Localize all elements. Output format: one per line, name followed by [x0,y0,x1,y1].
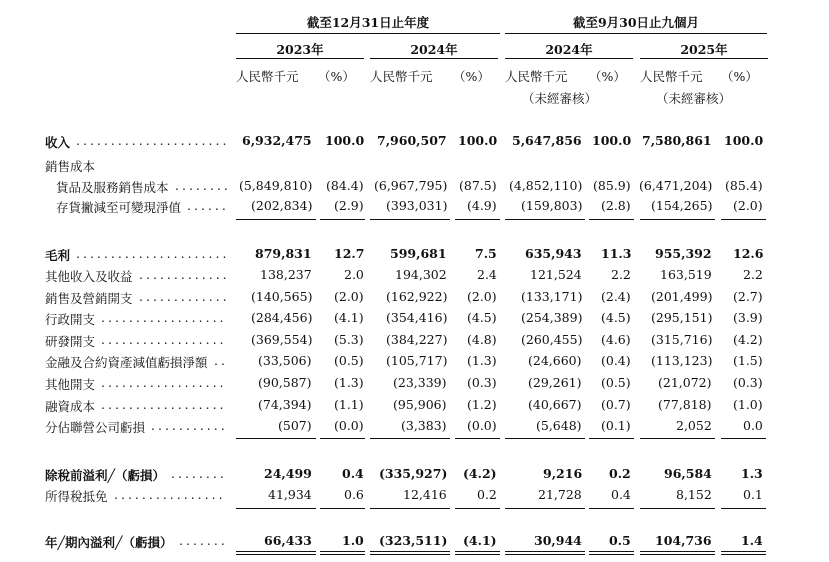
total-double-rule [640,551,715,552]
cell-value: 0.1 [743,487,763,502]
row-label: 融資成本 [45,399,96,414]
cell-value: (0.5) [334,353,364,368]
cell-value: (5,849,810) [239,178,313,193]
cell-value: (2.0) [334,289,364,304]
cell-value: (24,660) [528,353,582,368]
cell-value: 0.0 [743,418,763,433]
cell-value: (4.1) [334,310,364,325]
leader-dots: ............. [139,289,230,304]
total-double-rule [370,551,450,552]
subtotal-rule [455,438,500,439]
cell-value: (0.5) [601,375,631,390]
unit-header: 人民幣千元 [505,69,568,84]
unit-header: 人民幣千元 [236,69,299,84]
cell-value: 599,681 [390,246,447,261]
cell-value: (29,261) [528,375,582,390]
cell-value: 194,302 [395,267,447,282]
subtotal-rule [455,508,500,509]
cell-value: (21,072) [658,375,712,390]
subtotal-rule [505,508,585,509]
total-double-rule [505,554,585,555]
subtotal-rule [505,219,585,220]
cell-value: 7,960,507 [377,133,447,148]
subtotal-rule [370,219,450,220]
cell-value: 6,932,475 [242,133,312,148]
total-double-rule [505,551,585,552]
total-double-rule [721,551,766,552]
cell-value: (2.9) [334,198,364,213]
cell-value: (335,927) [379,466,448,481]
unit-header: 人民幣千元 [370,69,433,84]
total-double-rule [320,554,365,555]
leader-dots: ................ [114,487,226,502]
cell-value: (1.1) [334,397,364,412]
year-rule [370,58,498,59]
cell-value: (133,171) [521,289,583,304]
cell-value: (4.5) [601,310,631,325]
leader-dots: ........ [171,466,227,481]
row-label: 收入 [45,135,71,150]
cell-value: (0.7) [601,397,631,412]
cell-value: (140,565) [251,289,313,304]
cell-value: (40,667) [528,397,582,412]
cell-value: (507) [278,418,312,433]
cell-value: (260,455) [521,332,583,347]
cell-value: 0.4 [342,466,364,481]
cell-value: 1.4 [741,533,763,548]
group-header-years: 截至12月31日止年度 [306,15,430,30]
leader-dots: ............. [139,267,230,282]
cell-value: (0.1) [601,418,631,433]
cell-value: 96,584 [664,466,712,481]
cell-value: 2.2 [611,267,631,282]
leader-dots: .................. [101,332,227,347]
leader-dots: .. [214,353,228,368]
cell-value: 100.0 [325,133,365,148]
cell-value: 879,831 [255,246,312,261]
cell-value: (4,852,110) [509,178,583,193]
cell-value: 7,580,861 [642,133,712,148]
cell-value: 12.7 [334,246,365,261]
cell-value: 0.5 [609,533,631,548]
cell-value: 1.3 [741,466,763,481]
row-label: 存貨撇減至可變現淨值 [56,200,182,215]
subtotal-rule [505,438,585,439]
cell-value: (90,587) [258,375,312,390]
cell-value: (4.5) [467,310,497,325]
total-double-rule [455,554,500,555]
leader-dots: .................. [101,397,227,412]
total-double-rule [589,551,634,552]
row-label: 研發開支 [45,334,96,349]
total-double-rule [589,554,634,555]
total-double-rule [721,554,766,555]
cell-value: 24,499 [264,466,312,481]
cell-value: 0.4 [611,487,631,502]
cell-value: (6,967,795) [374,178,448,193]
cell-value: 21,728 [538,487,582,502]
cell-value: (1.5) [733,353,763,368]
cell-value: (202,834) [251,198,313,213]
cell-value: (254,389) [521,310,583,325]
subtotal-rule [589,438,634,439]
cell-value: (4.9) [467,198,497,213]
cell-value: 66,433 [264,533,312,548]
cell-value: 635,943 [525,246,582,261]
cell-value: (4.8) [467,332,497,347]
subtotal-rule [721,219,766,220]
cell-value: (295,151) [651,310,713,325]
cell-value: (323,511) [379,533,448,548]
subtotal-rule [320,508,365,509]
year-header: 2024年 [410,42,458,57]
cell-value: 11.3 [601,246,632,261]
leader-dots: ........ [175,178,231,193]
row-label: 金融及合約資產減值虧損淨額 [45,355,208,370]
cell-value: (284,456) [251,310,313,325]
cell-value: 0.2 [609,466,631,481]
cell-value: (3.9) [733,310,763,325]
cell-value: (384,227) [386,332,448,347]
cell-value: 41,934 [268,487,312,502]
cell-value: (154,265) [651,198,713,213]
subtotal-rule [640,219,715,220]
total-double-rule [236,551,316,552]
subtotal-rule [370,438,450,439]
cell-value: (5,648) [536,418,582,433]
cell-value: (315,716) [651,332,713,347]
cell-value: 2,052 [676,418,712,433]
cell-value: (2.8) [601,198,631,213]
cell-value: (393,031) [386,198,448,213]
cell-value: 100.0 [458,133,498,148]
cell-value: 8,152 [676,487,712,502]
row-label: 其他開支 [45,377,96,392]
cell-value: (2.7) [733,289,763,304]
total-double-rule [640,554,715,555]
year-header: 2025年 [680,42,728,57]
total-double-rule [370,554,450,555]
subtotal-rule [721,508,766,509]
cell-value: 5,647,856 [512,133,582,148]
cell-value: (4.1) [463,533,497,548]
cell-value: (2.0) [733,198,763,213]
cell-value: (354,416) [386,310,448,325]
leader-dots: ...................... [76,133,230,148]
pct-header: （%） [453,69,490,84]
pct-header: （%） [721,69,758,84]
cell-value: 104,736 [655,533,712,548]
total-double-rule [455,551,500,552]
cell-value: (1.3) [334,375,364,390]
pct-header: （%） [589,69,626,84]
cell-value: (4.2) [463,466,497,481]
cell-value: (162,922) [386,289,448,304]
cell-value: (4.6) [601,332,631,347]
subtotal-rule [589,219,634,220]
leader-dots: .................. [101,375,227,390]
cell-value: 2.4 [477,267,497,282]
row-label: 年╱期內溢利╱（虧損） [45,535,173,550]
unaudited-label: （未經審核） [656,91,732,106]
cell-value: 0.2 [477,487,497,502]
row-label: 其他收入及收益 [45,269,133,284]
group-rule-2 [505,33,767,34]
cell-value: 100.0 [592,133,632,148]
cell-value: (113,123) [651,353,713,368]
cell-value: (74,394) [258,397,312,412]
row-label: 銷售及營銷開支 [45,291,133,306]
cell-value: (1.2) [467,397,497,412]
row-label: 分佔聯營公司虧損 [45,420,146,435]
cell-value: (3,383) [401,418,447,433]
cell-value: (1.3) [467,353,497,368]
year-rule [505,58,633,59]
subtotal-rule [640,438,715,439]
total-double-rule [320,551,365,552]
cell-value: (4.2) [733,332,763,347]
cell-value: 955,392 [655,246,712,261]
cell-value: 121,524 [530,267,582,282]
cell-value: (87.5) [459,178,497,193]
cell-value: (95,906) [393,397,447,412]
year-header: 2024年 [545,42,593,57]
row-label: 除稅前溢利╱（虧損） [45,468,166,483]
cell-value: (84.4) [326,178,364,193]
pct-header: （%） [318,69,355,84]
cell-value: 12,416 [403,487,447,502]
leader-dots: .................. [101,310,227,325]
row-label: 銷售成本 [45,159,96,174]
cell-value: (105,717) [386,353,448,368]
cell-value: 12.6 [733,246,764,261]
cell-value: (2.4) [601,289,631,304]
cell-value: 0.6 [344,487,364,502]
unaudited-label: （未經審核） [522,91,598,106]
group-header-nine-months: 截至9月30日止九個月 [572,15,700,30]
row-label: 貨品及服務銷售成本 [56,180,169,195]
year-rule [640,58,768,59]
leader-dots: ...................... [76,246,230,261]
group-rule-1 [236,33,500,34]
cell-value: (0.4) [601,353,631,368]
cell-value: (85.4) [725,178,763,193]
row-label: 行政開支 [45,312,96,327]
cell-value: (85.9) [593,178,631,193]
cell-value: (1.0) [733,397,763,412]
row-label: 所得稅抵免 [45,489,108,504]
cell-value: (6,471,204) [639,178,713,193]
row-label: 毛利 [45,248,71,263]
cell-value: 100.0 [724,133,764,148]
subtotal-rule [320,219,365,220]
cell-value: 138,237 [260,267,312,282]
subtotal-rule [236,219,316,220]
cell-value: (77,818) [658,397,712,412]
leader-dots: ...... [187,198,229,213]
cell-value: (33,506) [258,353,312,368]
cell-value: (201,499) [651,289,713,304]
unit-header: 人民幣千元 [640,69,703,84]
subtotal-rule [455,219,500,220]
cell-value: 1.0 [342,533,364,548]
subtotal-rule [320,438,365,439]
total-double-rule [236,554,316,555]
cell-value: 30,944 [534,533,582,548]
subtotal-rule [640,508,715,509]
cell-value: (0.0) [467,418,497,433]
subtotal-rule [721,438,766,439]
cell-value: 2.0 [344,267,364,282]
subtotal-rule [236,438,316,439]
cell-value: (0.0) [334,418,364,433]
cell-value: 7.5 [475,246,497,261]
subtotal-rule [370,508,450,509]
cell-value: (0.3) [467,375,497,390]
cell-value: 9,216 [543,466,583,481]
cell-value: (369,554) [251,332,313,347]
leader-dots: ....... [179,533,228,548]
cell-value: (23,339) [393,375,447,390]
cell-value: 2.2 [743,267,763,282]
cell-value: 163,519 [660,267,712,282]
year-header: 2023年 [276,42,324,57]
subtotal-rule [589,508,634,509]
cell-value: (159,803) [521,198,583,213]
cell-value: (0.3) [733,375,763,390]
year-rule [236,58,364,59]
cell-value: (2.0) [467,289,497,304]
leader-dots: ........... [151,418,228,433]
cell-value: (5.3) [334,332,364,347]
subtotal-rule [236,508,316,509]
